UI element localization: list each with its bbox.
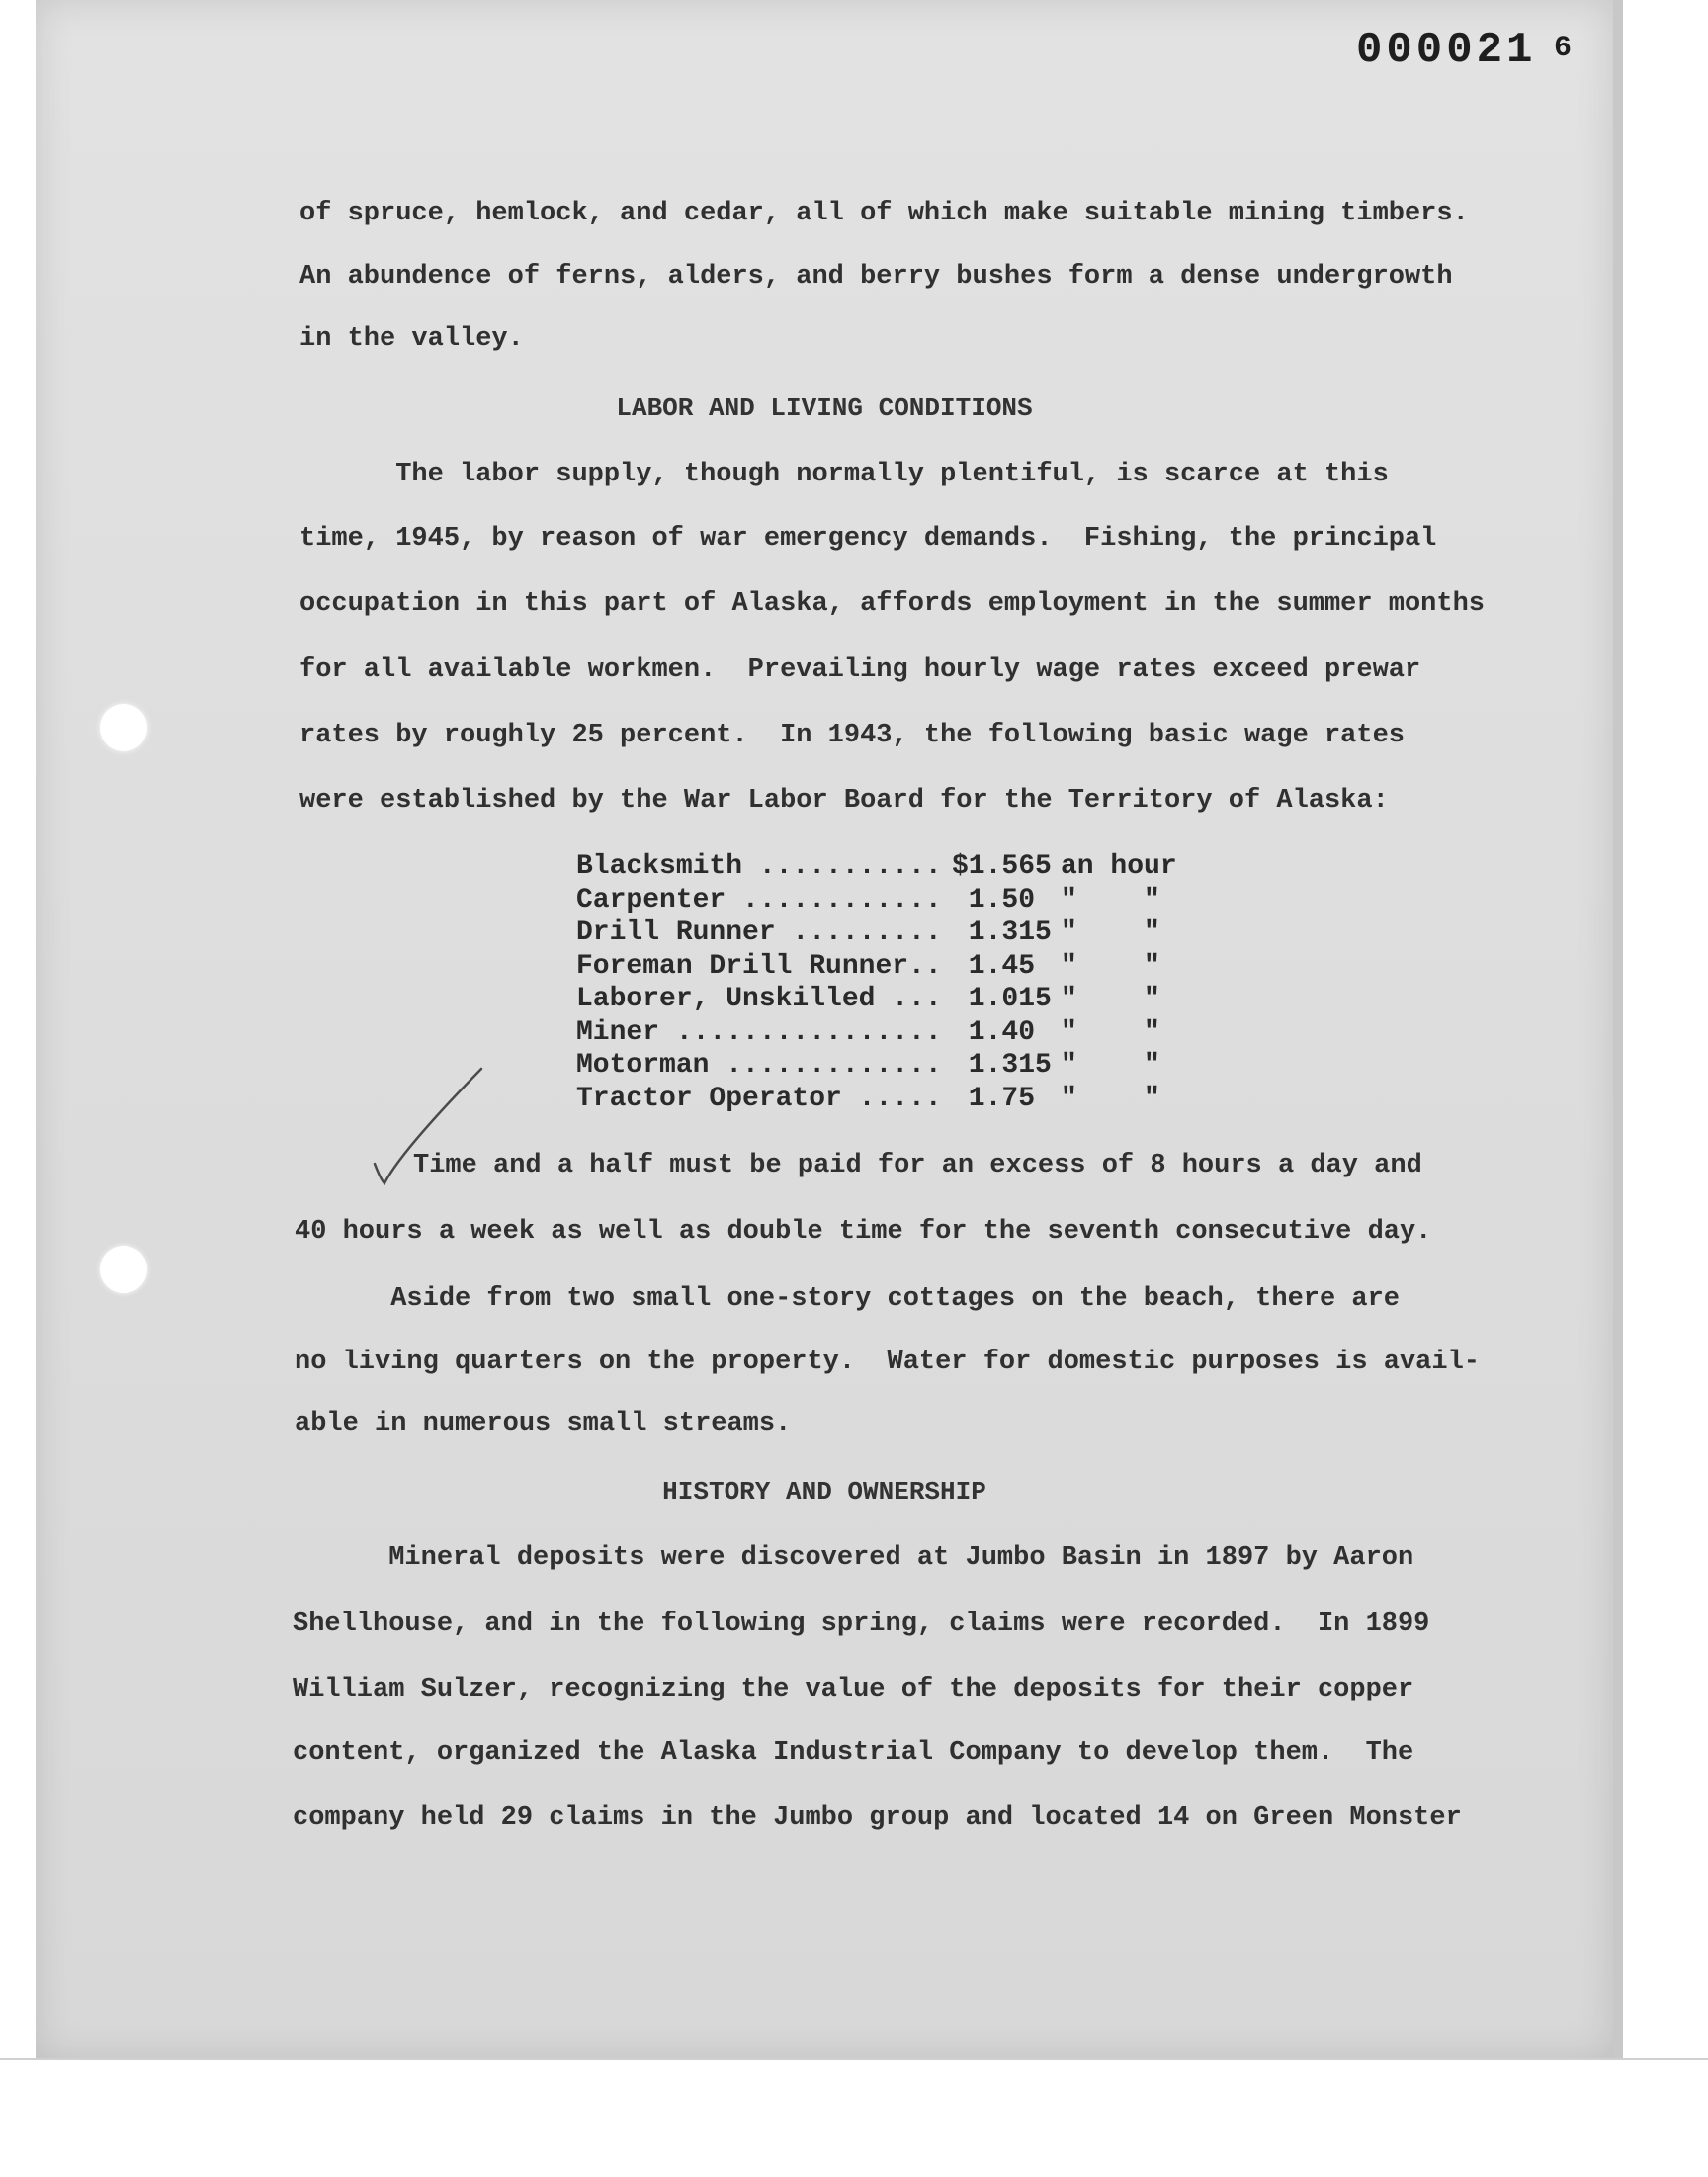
body-line: content, organized the Alaska Industrial Company to develop them. The (293, 1738, 1414, 1768)
body-line: in the valley. (299, 324, 524, 354)
wage-unit: an hour (1061, 851, 1177, 882)
wage-rate: 1.315 (952, 1050, 1052, 1081)
wage-row (576, 850, 1258, 884)
body-line: occupation in this part of Alaska, affords employment in the summer months (299, 589, 1485, 619)
section-heading-history: HISTORY AND OWNERSHIP (662, 1477, 986, 1507)
body-line: 40 hours a week as well as double time for the seventh consecutive day. (295, 1217, 1432, 1247)
wage-unit: " " (1061, 1083, 1160, 1114)
body-line: Shellhouse, and in the following spring, claims were recorded. In 1899 (293, 1610, 1430, 1639)
wage-row (576, 1016, 1258, 1050)
bottom-margin (0, 2058, 1708, 2177)
body-line: The labor supply, though normally plentiful, is scarce at this (299, 460, 1389, 489)
wage-rate: $1.565 (952, 851, 1052, 882)
body-line: no living quarters on the property. Water for domestic purposes is avail- (295, 1348, 1480, 1377)
body-line: Time and a half must be paid for an excess of 8 hours a day and (413, 1151, 1422, 1180)
wage-row (576, 1049, 1258, 1083)
wage-occupation: Motorman ............. (576, 1050, 942, 1081)
wage-rate: 1.50 (952, 884, 1036, 915)
section-heading-labor: LABOR AND LIVING CONDITIONS (616, 393, 1033, 423)
wage-occupation: Carpenter ............ (576, 884, 942, 915)
page-edge (1613, 0, 1623, 2058)
wage-rate: 1.45 (952, 950, 1036, 982)
wage-rate: 1.40 (952, 1016, 1036, 1048)
body-line: Aside from two small one-story cottages on the beach, there are (295, 1284, 1400, 1314)
wage-unit: " " (1061, 1050, 1160, 1081)
wage-row (576, 884, 1258, 917)
wage-unit: " " (1061, 917, 1160, 948)
page-number: 000021 (1356, 26, 1537, 75)
wage-occupation: Blacksmith ........... (576, 851, 942, 882)
body-line: William Sulzer, recognizing the value of the deposits for their copper (293, 1675, 1414, 1704)
body-line: An abundence of ferns, alders, and berry bushes form a dense undergrowth (299, 262, 1453, 292)
wage-unit: " " (1061, 884, 1160, 915)
punch-hole-lower (100, 1246, 147, 1293)
page-number-suffix: 6 (1554, 32, 1573, 65)
wage-row (576, 983, 1258, 1016)
wage-occupation: Miner ................ (576, 1016, 942, 1048)
wage-row (576, 916, 1258, 950)
wage-unit: " " (1061, 1016, 1160, 1048)
body-line: for all available workmen. Prevailing hourly wage rates exceed prewar (299, 655, 1421, 685)
body-line: were established by the War Labor Board for the Territory of Alaska: (299, 786, 1389, 816)
wage-rate-table (576, 850, 1258, 1115)
body-line: rates by roughly 25 percent. In 1943, the following basic wage rates (299, 721, 1405, 750)
wage-unit: " " (1061, 950, 1160, 982)
wage-rate: 1.75 (952, 1083, 1036, 1114)
wage-unit: " " (1061, 984, 1160, 1014)
wage-row (576, 950, 1258, 984)
body-line: able in numerous small streams. (295, 1409, 792, 1438)
wage-occupation: Laborer, Unskilled ... (576, 984, 942, 1014)
body-line: time, 1945, by reason of war emergency demands. Fishing, the principal (299, 524, 1437, 554)
wage-occupation: Foreman Drill Runner.. (576, 950, 942, 982)
punch-hole-upper (100, 704, 147, 751)
wage-occupation: Tractor Operator ..... (576, 1083, 942, 1114)
body-line: Mineral deposits were discovered at Jumbo Basin in 1897 by Aaron (293, 1543, 1414, 1573)
wage-rate: 1.315 (952, 917, 1052, 948)
body-line: of spruce, hemlock, and cedar, all of which make suitable mining timbers. (299, 199, 1469, 228)
wage-row (576, 1083, 1258, 1116)
wage-rate: 1.015 (952, 984, 1052, 1014)
wage-occupation: Drill Runner ......... (576, 917, 942, 948)
body-line: company held 29 claims in the Jumbo group and located 14 on Green Monster (293, 1803, 1462, 1833)
